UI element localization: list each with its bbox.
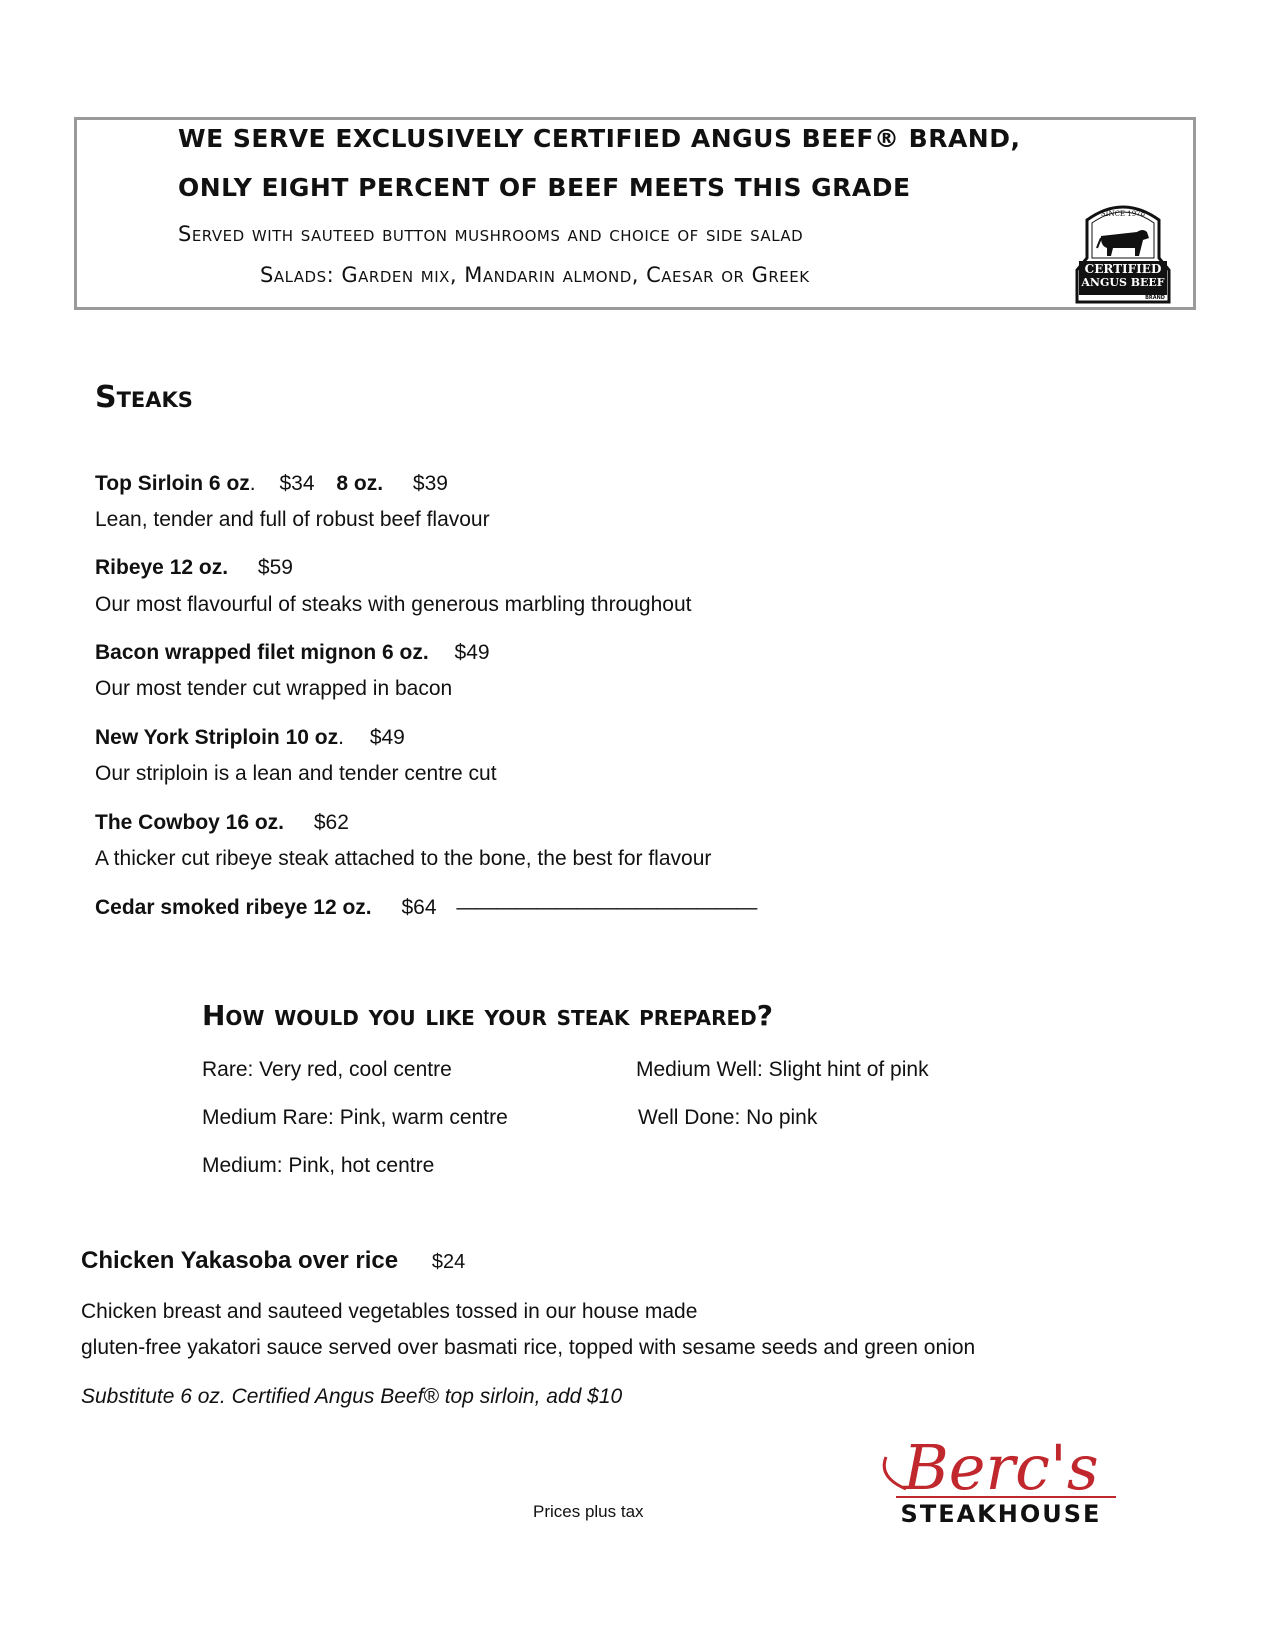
logo-angus-beef-text: ANGUS BEEF [1081,276,1165,289]
logo-since-text: SINCE 1978 [1100,210,1146,218]
prep-medium-well: Medium Well: Slight hint of pink [636,1058,929,1081]
item-name-suffix: . [338,726,344,749]
logo-certified-text: CERTIFIED [1084,262,1162,276]
header-line-4: Salads: Garden mix, Mandarin almond, Caesar or Greek [260,263,810,287]
item-price: $59 [257,556,293,579]
steak-item-top-sirloin [95,472,448,496]
steak-item-cedar-smoked [95,896,756,920]
item-price: $64 [401,896,437,919]
item-price: $62 [313,811,349,834]
steak-item-desc: Lean, tender and full of robust beef flavour [95,508,490,531]
header-line-3: Served with sauteed button mushrooms and choice of side salad [178,222,804,246]
item-price: $34 [279,472,315,495]
item-price: $49 [454,641,490,664]
chicken-substitute: Substitute 6 oz. Certified Angus Beef® top sirloin, add $10 [81,1385,623,1408]
header-line-1: WE SERVE EXCLUSIVELY CERTIFIED ANGUS BEEF® BRAND, [178,124,1021,153]
logo-brand-text: BRAND [1145,295,1165,301]
certified-angus-beef-logo [1073,198,1173,310]
prep-medium: Medium: Pink, hot centre [202,1154,435,1177]
item-name: Bacon wrapped filet mignon 6 oz. [95,641,429,664]
brand-sub-text: STEAKHOUSE [900,1500,1102,1527]
bercs-steakhouse-logo [866,1427,1136,1527]
prep-medium-rare: Medium Rare: Pink, warm centre [202,1106,508,1129]
brand-script-text: Berc's [903,1431,1099,1504]
item-price: $49 [369,726,405,749]
item-alt-size: 8 oz. [336,472,384,495]
item-name: Chicken Yakasoba over rice [81,1247,399,1274]
item-name: The Cowboy 16 oz. [95,811,285,834]
item-name-suffix: . [249,472,256,495]
chicken-desc-2: gluten-free yakatori sauce served over basmati rice, topped with sesame seeds and green onion [81,1336,976,1359]
item-alt-price: $39 [412,472,448,495]
item-name: New York Striploin 10 oz [95,726,339,749]
header-line-2: ONLY EIGHT PERCENT OF BEEF MEETS THIS GRADE [178,173,911,202]
prep-well-done: Well Done: No pink [638,1106,818,1129]
chicken-item [81,1247,465,1275]
steak-item-desc: A thicker cut ribeye steak attached to the bone, the best for flavour [95,847,712,870]
steak-item-striploin [95,726,405,750]
steak-item-desc: Our striploin is a lean and tender centre cut [95,762,497,785]
item-name: Ribeye 12 oz. [95,556,229,579]
item-name: Cedar smoked ribeye 12 oz. [95,896,372,919]
steaks-title: Steaks [95,380,193,415]
dash-line: ——————————————— [456,896,757,919]
item-name: Top Sirloin 6 oz [95,472,250,495]
steak-item-ribeye [95,556,293,580]
preparation-title: How would you like your steak prepared? [202,999,774,1032]
item-price: $24 [431,1251,466,1273]
steak-item-desc: Our most tender cut wrapped in bacon [95,677,453,700]
chicken-desc-1: Chicken breast and sauteed vegetables tossed in our house made [81,1300,698,1323]
prices-note: Prices plus tax [533,1502,644,1521]
prep-rare: Rare: Very red, cool centre [202,1058,452,1081]
steak-item-cowboy [95,811,349,835]
steak-item-desc: Our most flavourful of steaks with generous marbling throughout [95,593,692,616]
steak-item-filet-mignon [95,641,490,665]
